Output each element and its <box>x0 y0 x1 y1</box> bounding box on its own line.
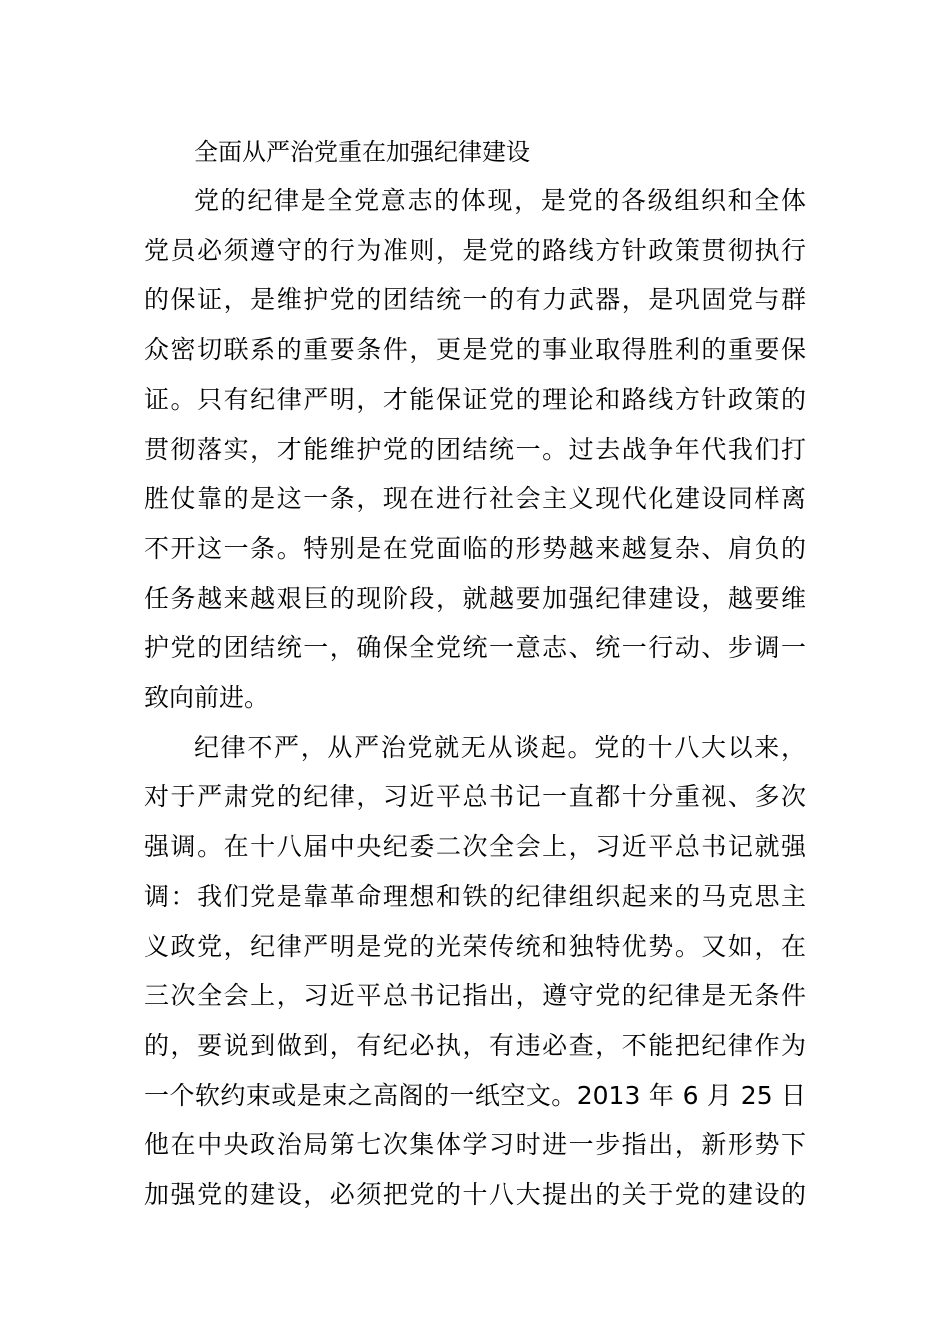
text-line: 不开这一条。特别是在党面临的形势越来越复杂、肩负的 <box>144 533 806 563</box>
text-line: 致向前进。 <box>144 683 270 713</box>
text-line: 强调。在十八届中央纪委二次全会上，习近平总书记就强 <box>144 832 806 862</box>
text-line: 调：我们党是靠革命理想和铁的纪律组织起来的马克思主 <box>144 881 806 911</box>
text-line: 党员必须遵守的行为准则，是党的路线方针政策贯彻执行 <box>144 235 806 265</box>
text-line: 贯彻落实，才能维护党的团结统一。过去战争年代我们打 <box>144 434 806 464</box>
text-line: 他在中央政治局第七次集体学习时进一步指出，新形势下 <box>144 1130 806 1160</box>
text-line: 加强党的建设，必须把党的十八大提出的关于党的建设的 <box>144 1180 806 1210</box>
document-body <box>144 128 806 1220</box>
text-line: 众密切联系的重要条件，更是党的事业取得胜利的重要保 <box>144 335 806 365</box>
text-line: 三次全会上，习近平总书记指出，遵守党的纪律是无条件 <box>144 981 806 1011</box>
text-line: 对于严肃党的纪律，习近平总书记一直都十分重视、多次 <box>144 782 806 812</box>
text-line: 护党的团结统一，确保全党统一意志、统一行动、步调一 <box>144 633 806 663</box>
text-line: 义政党，纪律严明是党的光荣传统和独特优势。又如，在 <box>144 931 806 961</box>
text-line: 的，要说到做到，有纪必执，有违必查，不能把纪律作为 <box>144 1030 806 1060</box>
text-line: 一个软约束或是束之高阁的一纸空文。2013 年 6 月 25 日 <box>144 1080 806 1110</box>
text-line: 党的纪律是全党意志的体现，是党的各级组织和全体 <box>194 186 806 215</box>
text-line: 的保证，是维护党的团结统一的有力武器，是巩固党与群 <box>144 285 806 315</box>
paragraph-1 <box>144 176 806 723</box>
document-title: 全面从严治党重在加强纪律建设 <box>194 138 530 166</box>
text-line: 胜仗靠的是这一条，现在进行社会主义现代化建设同样离 <box>144 484 806 514</box>
text-line: 任务越来越艰巨的现阶段，就越要加强纪律建设，越要维 <box>144 583 806 613</box>
text-line: 证。只有纪律严明，才能保证党的理论和路线方针政策的 <box>144 384 806 414</box>
text-line: 纪律不严，从严治党就无从谈起。党的十八大以来， <box>194 732 806 762</box>
paragraph-2 <box>144 723 806 1220</box>
